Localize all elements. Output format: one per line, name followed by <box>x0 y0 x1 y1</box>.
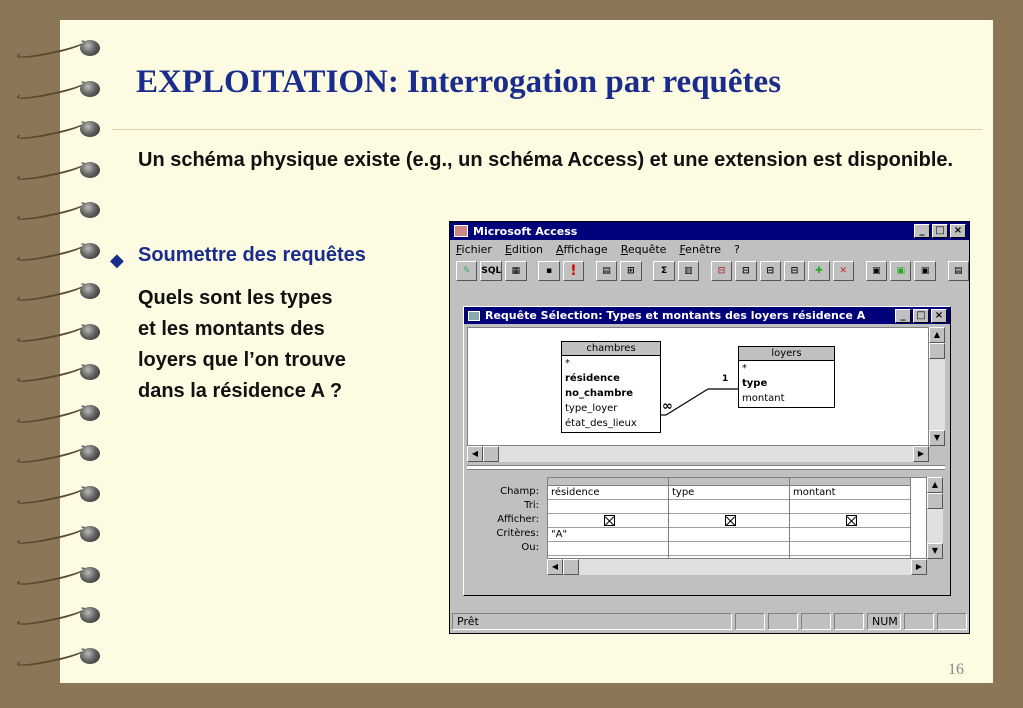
query-maximize-button[interactable]: □ <box>913 309 929 323</box>
close-button[interactable]: × <box>950 224 966 238</box>
query-icon <box>468 311 480 321</box>
query-close-button[interactable]: × <box>931 309 947 323</box>
cell-champ[interactable]: montant <box>790 486 910 500</box>
cell-criteres[interactable] <box>669 528 789 542</box>
menu-fenetre[interactable]: Fenêtre <box>679 242 722 256</box>
scroll-up-icon[interactable]: ▲ <box>929 327 945 343</box>
binding-ring <box>14 403 104 425</box>
row-label-champ: Champ: <box>500 486 539 497</box>
binding-ring <box>14 281 104 303</box>
status-panel <box>834 613 864 630</box>
table-pane-vscrollbar[interactable] <box>929 327 945 446</box>
show-checkbox[interactable] <box>846 515 857 526</box>
status-panel <box>801 613 831 630</box>
grid-scroll-right-icon[interactable]: ▶ <box>911 559 927 575</box>
maximize-button[interactable]: □ <box>932 224 948 238</box>
run-icon[interactable]: ! <box>563 261 584 281</box>
design-grid <box>547 477 927 559</box>
cell-tri[interactable] <box>790 500 910 514</box>
binding-ring <box>14 200 104 222</box>
properties2-icon[interactable]: ▤ <box>948 261 969 281</box>
access-title: Microsoft Access <box>473 224 578 238</box>
binding-ring <box>14 119 104 141</box>
binding-ring <box>14 322 104 344</box>
join-one-label: 1 <box>722 374 729 384</box>
field-etat-des-lieux[interactable]: état_des_lieux <box>565 418 637 429</box>
bullet-title: Soumettre des requêtes <box>138 244 366 266</box>
menu-edition[interactable]: Edition <box>504 242 544 256</box>
table-chambres-title: chambres <box>562 342 660 356</box>
diamond-bullet-icon: ◆ <box>110 250 124 270</box>
cell-champ[interactable]: résidence <box>548 486 668 500</box>
query-minimize-button[interactable]: _ <box>895 309 911 323</box>
cell-champ[interactable]: type <box>669 486 789 500</box>
show-table-icon[interactable]: ⊞ <box>620 261 641 281</box>
query-window <box>463 306 951 596</box>
totals-icon[interactable]: Σ <box>653 261 674 281</box>
question-text <box>138 283 346 407</box>
cell-ou[interactable] <box>790 542 910 556</box>
cell-afficher[interactable] <box>548 514 668 528</box>
toolbar <box>450 258 969 284</box>
grid-row-labels <box>467 485 543 555</box>
scroll-left-icon[interactable]: ◀ <box>467 446 483 462</box>
grid-scroll-thumb[interactable] <box>927 493 943 509</box>
cell-criteres[interactable]: "A" <box>548 528 668 542</box>
top-values-icon[interactable]: ▥ <box>678 261 699 281</box>
cell-tri[interactable] <box>548 500 668 514</box>
field-type-loyer[interactable]: type_loyer <box>565 403 618 414</box>
cell-afficher[interactable] <box>669 514 789 528</box>
status-panel <box>904 613 934 630</box>
cell-ou[interactable] <box>548 542 668 556</box>
page-number: 16 <box>948 661 964 678</box>
question-line: et les montants des <box>138 318 325 340</box>
binding-ring <box>14 605 104 627</box>
question-line: loyers que l’on trouve <box>138 349 346 371</box>
properties-icon[interactable]: ▤ <box>596 261 617 281</box>
grid-scroll-left-icon[interactable]: ◀ <box>547 559 563 575</box>
menu-bar <box>450 240 969 258</box>
binding-ring <box>14 484 104 506</box>
access-window <box>449 221 970 634</box>
table-loyers-title: loyers <box>739 347 834 361</box>
binding-ring <box>14 38 104 60</box>
delete-query-icon[interactable]: ✕ <box>833 261 854 281</box>
show-checkbox[interactable] <box>725 515 736 526</box>
cell-ou[interactable] <box>669 542 789 556</box>
grid-vscrollbar[interactable] <box>927 477 943 559</box>
table-loyers[interactable] <box>738 346 835 408</box>
append-query-icon[interactable]: ⊟ <box>760 261 781 281</box>
select-query-icon[interactable]: ✚ <box>808 261 829 281</box>
design-view-icon[interactable]: ✎ <box>456 261 477 281</box>
hscroll-thumb[interactable] <box>483 446 499 462</box>
question-line: Quels sont les types <box>138 287 333 309</box>
table-chambres[interactable] <box>561 341 661 433</box>
grid-hscroll-thumb[interactable] <box>563 559 579 575</box>
show-checkbox[interactable] <box>604 515 615 526</box>
minimize-button[interactable]: _ <box>914 224 930 238</box>
pane-splitter[interactable] <box>467 465 945 470</box>
menu-requete[interactable]: Requête <box>620 242 667 256</box>
field-chambres-all[interactable]: * <box>565 358 570 369</box>
menu-affichage[interactable]: Affichage <box>556 242 608 256</box>
update-query-icon[interactable]: ⊟ <box>735 261 756 281</box>
scroll-down-icon[interactable]: ▼ <box>929 430 945 446</box>
binding-ring <box>14 524 104 546</box>
question-line: dans la résidence A ? <box>138 380 343 402</box>
cell-tri[interactable] <box>669 500 789 514</box>
table-pane <box>467 327 929 446</box>
scroll-thumb[interactable] <box>929 343 945 359</box>
sql-view-button[interactable]: SQL <box>480 261 502 281</box>
design-grid-pane <box>467 473 945 593</box>
binding-ring <box>14 160 104 182</box>
row-label-tri: Tri: <box>524 500 539 511</box>
datasheet-icon[interactable]: ▦ <box>505 261 526 281</box>
binding-ring <box>14 443 104 465</box>
make-table-icon[interactable]: ⊟ <box>711 261 732 281</box>
status-panel <box>735 613 765 630</box>
status-panel <box>937 613 967 630</box>
join-many-label: ∞ <box>662 399 673 414</box>
table-pane-hscrollbar[interactable] <box>467 446 929 462</box>
title-divider <box>112 129 982 130</box>
cell-criteres[interactable] <box>790 528 910 542</box>
column-selector[interactable] <box>790 478 910 486</box>
join-line <box>468 328 930 447</box>
num-lock-indicator: NUM <box>867 613 901 630</box>
field-residence[interactable]: résidence <box>565 373 620 384</box>
scroll-right-icon[interactable]: ▶ <box>913 446 929 462</box>
menu-fichier[interactable]: Fichier <box>456 242 492 256</box>
menu-help[interactable]: ? <box>734 242 740 256</box>
row-label-criteres: Critères: <box>496 528 539 539</box>
query-title: Requête Sélection: Types et montants des loyers résidence A <box>485 309 866 322</box>
grid-column <box>548 478 669 560</box>
access-key-icon <box>454 225 468 237</box>
crosstab-icon[interactable]: ⊟ <box>784 261 805 281</box>
build-icon[interactable]: ▣ <box>914 261 935 281</box>
intro-paragraph: Un schéma physique existe (e.g., un schéma Access) et une extension est disponible. <box>138 149 954 171</box>
grid-scroll-down-icon[interactable]: ▼ <box>927 543 943 559</box>
binding-ring <box>14 79 104 101</box>
row-label-ou: Ou: <box>521 542 539 553</box>
grid-column <box>669 478 790 560</box>
row-label-afficher: Afficher: <box>497 514 539 525</box>
column-selector[interactable] <box>669 478 789 486</box>
field-montant[interactable]: montant <box>742 393 785 404</box>
grid-hscrollbar[interactable] <box>547 559 927 575</box>
field-type[interactable]: type <box>742 378 768 389</box>
binding-ring <box>14 362 104 384</box>
grid-column <box>790 478 911 560</box>
grid-scroll-up-icon[interactable]: ▲ <box>927 477 943 493</box>
binding-ring <box>14 646 104 668</box>
cell-afficher[interactable] <box>790 514 910 528</box>
slide-title: EXPLOITATION: Interrogation par requêtes <box>136 64 782 100</box>
binding-ring <box>14 565 104 587</box>
query-titlebar[interactable] <box>464 307 950 324</box>
field-no-chambre[interactable]: no_chambre <box>565 388 634 399</box>
save-icon[interactable]: ▪ <box>538 261 559 281</box>
field-loyers-all[interactable]: * <box>742 363 747 374</box>
binding-ring <box>14 241 104 263</box>
database-window-icon[interactable]: ▣ <box>866 261 887 281</box>
new-object-icon[interactable]: ▣ <box>890 261 911 281</box>
status-text: Prêt <box>452 613 732 630</box>
column-selector[interactable] <box>548 478 668 486</box>
access-titlebar[interactable] <box>450 222 969 240</box>
status-bar <box>452 611 967 631</box>
status-panel <box>768 613 798 630</box>
